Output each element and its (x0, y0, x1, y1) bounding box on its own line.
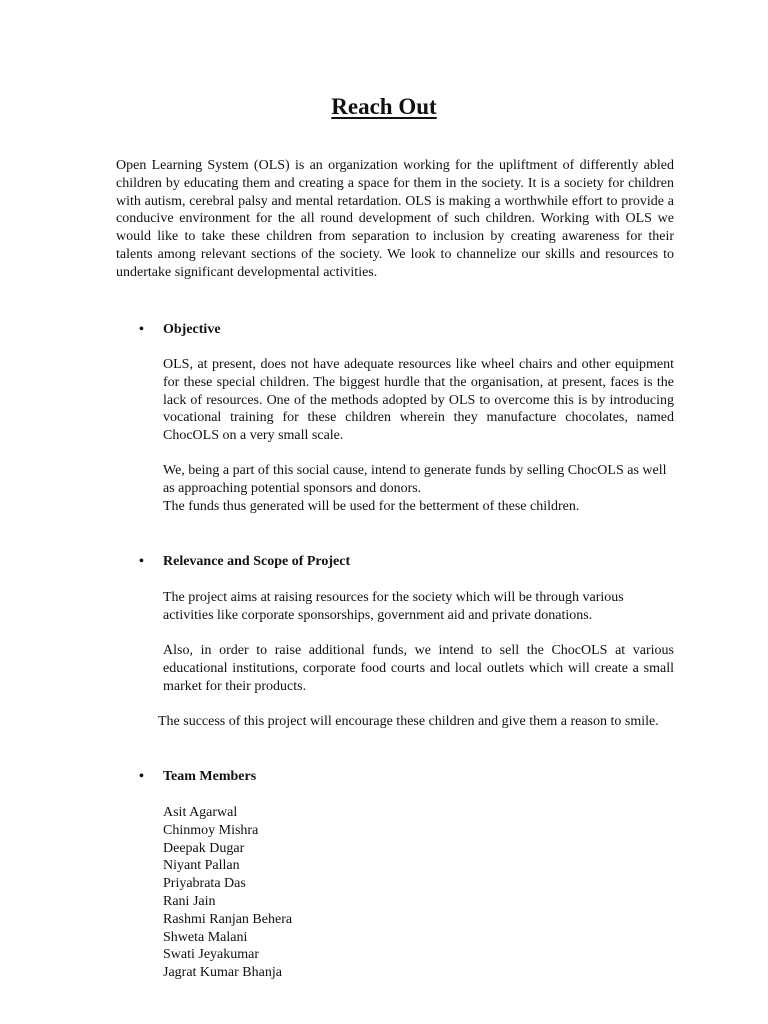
objective-heading-label: Objective (163, 322, 221, 337)
team-member: Priyabrata Das (163, 876, 246, 892)
team-member: Rani Jain (163, 893, 216, 909)
team-member: Chinmoy Mishra (163, 822, 259, 838)
objective-paragraph-1: OLS, at present, does not have adequate resources like wheel chairs and other equipment for these special children. The biggest hurdle that the organisation, at present, faces is the lack of resources. One of the methods adopted by OLS to overcome this is by introducing vocational training for these children wherein they manufacture chocolates, named ChocOLS on a very small scale. (163, 357, 674, 444)
team-member: Shweta Malani (163, 929, 248, 945)
team-member: Swati Jeyakumar (163, 947, 260, 963)
team-member: Deepak Dugar (163, 840, 245, 856)
intro-paragraph: Open Learning System (OLS) is an organization working for the upliftment of differently abled children by educating them and creating a space for them in the society. It is a society for children with autism, cerebral palsy and mental retardation. OLS is making a worthwhile effort to provide a conducive environment for the all round development of such children. Working with OLS we would like to take these children from separation to inclusion by creating awareness for their talents among relevant sections of the society. We look to channelize our skills and resources to undertake significant developmental activities. (116, 158, 674, 280)
document-title: Reach Out (331, 94, 437, 119)
relevance-paragraph-1: The project aims at raising resources for the society which will be through various activities like corporate sponsorships, government aid and private donations. (163, 590, 624, 623)
team-member: Asit Agarwal (163, 805, 238, 820)
team-heading (139, 768, 256, 786)
objective-paragraph-2-line-2: The funds thus generated will be used for the betterment of these children. (163, 498, 580, 514)
objective-paragraph-2-line-1: We, being a part of this social cause, intend to generate funds by selling ChocOLS as well as approaching potential sponsors and donors. (163, 463, 667, 496)
relevance-heading (139, 553, 350, 571)
bullet-icon: • (139, 322, 144, 337)
team-heading-label: Team Members (163, 769, 257, 784)
team-members-list (163, 804, 292, 982)
objective-heading (139, 321, 221, 339)
relevance-paragraph-2: Also, in order to raise additional funds, we intend to sell the ChocOLS at various educational institutions, corporate food courts and local outlets which will create a small market for their products. (163, 643, 674, 694)
bullet-icon: • (139, 769, 144, 784)
relevance-heading-label: Relevance and Scope of Project (163, 554, 351, 569)
team-member: Jagrat Kumar Bhanja (163, 965, 282, 981)
team-member: Rashmi Ranjan Behera (163, 911, 293, 927)
success-paragraph: The success of this project will encourage these children and give them a reason to smile. (158, 714, 659, 729)
team-member: Niyant Pallan (163, 858, 240, 874)
bullet-icon: • (139, 554, 144, 569)
objective-paragraph-2 (163, 462, 674, 515)
